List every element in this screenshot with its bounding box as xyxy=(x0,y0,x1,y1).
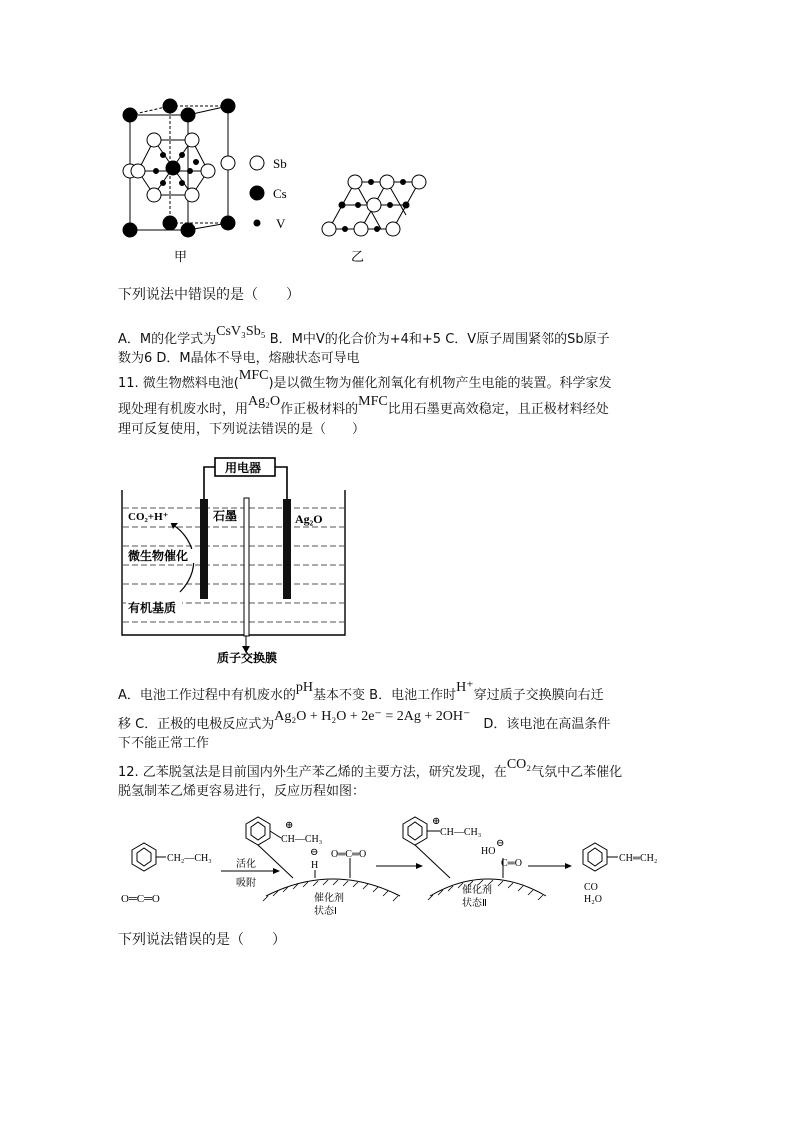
legend-cs: Cs xyxy=(273,186,287,201)
q11-opt-line2: 移 C．正极的电极反应式为Ag₂O + H₂O + 2e⁻ = 2Ag + 2OH⁻ D．该电池在高温条件 xyxy=(118,709,611,732)
styrene-chain: CH═CH₂ xyxy=(619,853,658,864)
crystal-figure xyxy=(110,95,430,270)
svg-text:⊕: ⊕ xyxy=(285,820,294,831)
svg-text:⊕: ⊕ xyxy=(432,816,441,827)
co2-molecule: O═C═O xyxy=(121,893,160,905)
q11-line2: 现处理有机废水时，用Ag₂O作正极材料的MFC比用石墨更高效稳定，且正极材料经处 xyxy=(118,394,609,417)
co2-adsorbed: O═C═O xyxy=(331,849,367,860)
mfc-label: MFC xyxy=(238,368,269,383)
hoco-co: C═O xyxy=(501,858,522,869)
q12-prompt: 下列说法错误的是（ ） xyxy=(118,932,286,948)
q11-opt-line1: A．电池工作过程中有机废水的pH基本不变 B．电池工作时H⁺穿过质子交换膜向右迁 xyxy=(118,680,604,703)
co2-h-label: CO₂+H⁺ xyxy=(128,511,169,523)
legend-v: V xyxy=(276,216,286,231)
mfc-figure xyxy=(118,455,353,665)
cation-chain-2: CH—CH₃ xyxy=(440,827,482,838)
product-co: CO xyxy=(584,882,598,893)
ph-label: pH xyxy=(295,680,314,695)
co2-label: CO₂ xyxy=(506,757,532,772)
q10-options-line1 xyxy=(118,324,610,349)
ethylbenzene-chain: CH₂—CH₃ xyxy=(167,853,212,864)
q11-line1: 11. 微生物燃料电池(MFC)是以微生物为催化剂氧化有机物产生电能的装置。科学家发 xyxy=(118,368,612,391)
electrode-equation: Ag₂O + H₂O + 2e⁻ = 2Ag + 2OH⁻ xyxy=(274,709,471,724)
legend-sb: Sb xyxy=(273,156,287,171)
q10-prompt: 下列说法中错误的是（ ） xyxy=(118,287,300,303)
adsorb-label: 吸附 xyxy=(236,878,256,889)
activate-label: 活化 xyxy=(236,859,256,870)
hydride-label: H xyxy=(311,860,319,871)
cation-chain-1: CH—CH₃ xyxy=(281,834,323,845)
q10-opt-bc: B．M中V的化合价为+4和+5 C．V原子周围紧邻的Sb原子 xyxy=(269,332,610,347)
q11-line3: 理可反复使用，下列说法错误的是（ ） xyxy=(118,422,366,437)
microbe-label: 微生物催化 xyxy=(128,549,189,563)
q10-options-line2: 数为6 D．M晶体不导电，熔融状态可导电 xyxy=(118,351,360,366)
label-yi: 乙 xyxy=(351,250,365,265)
catalyst-2: 催化剂 xyxy=(462,885,492,896)
mfc-label-2: MFC xyxy=(358,394,388,409)
catalyst-1: 催化剂 xyxy=(314,893,344,904)
q10-opt-a: A．M的化学式为 xyxy=(118,332,217,347)
mechanism-figure xyxy=(118,810,678,920)
membrane-label: 质子交换膜 xyxy=(217,651,278,665)
svg-text:⊖: ⊖ xyxy=(496,838,505,849)
q12-line2: 脱氢制苯乙烯更容易进行，反应历程如图： xyxy=(118,784,366,799)
organic-label: 有机基质 xyxy=(128,601,177,615)
ag2o-label: Ag₂O xyxy=(248,394,281,409)
state-2: 状态Ⅱ xyxy=(462,898,487,909)
product-h2o: H₂O xyxy=(584,894,602,905)
q12-line1: 12. 乙苯脱氢法是目前国内外生产苯乙烯的主要方法，研究发现，在CO₂气氛中乙苯催化 xyxy=(118,757,623,780)
device-label: 用电器 xyxy=(225,461,262,475)
q10-formula: CsV₃Sb₅ xyxy=(216,324,266,339)
ag2o-electrode-label: Ag₂O xyxy=(295,512,323,526)
svg-text:⊖: ⊖ xyxy=(310,847,319,858)
state-1: 状态Ⅰ xyxy=(314,906,337,917)
q11-opt-line3: 下不能正常工作 xyxy=(118,736,210,751)
label-jia: 甲 xyxy=(174,250,188,265)
graphite-label: 石墨 xyxy=(213,509,238,523)
hoco-ho: HO xyxy=(481,846,496,857)
hplus-label: H⁺ xyxy=(456,680,474,695)
